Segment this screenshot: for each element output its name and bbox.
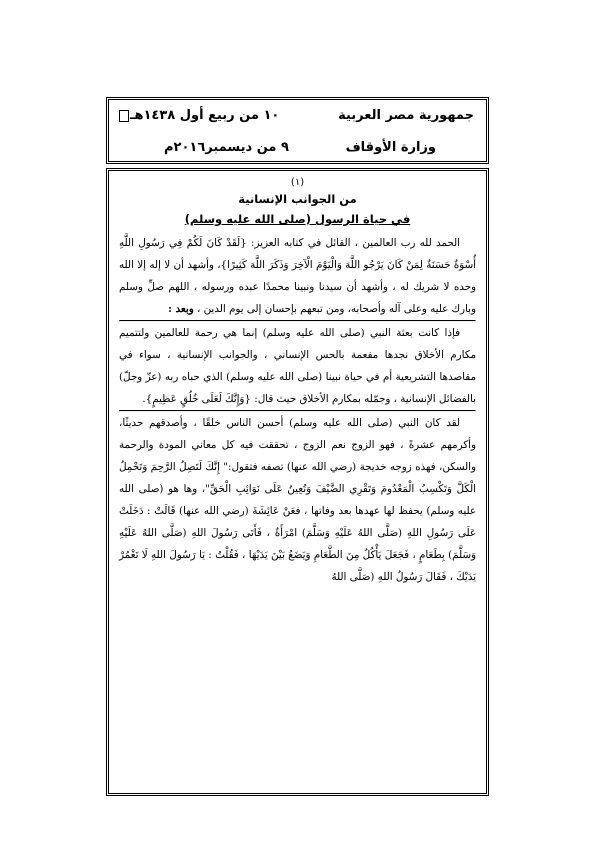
paragraph-intro-text: الحمد لله رب العالمين ، القائل في كتابه العزيز: {لَقَدْ كَانَ لَكُمْ فِي رَسُولِ اللَّهِ أُسْوَةٌ حَسَنَةٌ لِمَنْ كَانَ يَرْجُو اللَّهَ وَالْيَوْمَ الْآخِرَ وَذَكَرَ اللَّهَ كَثِيرًا}، وأشهد أن لا إله إلا الله وحده لا شريك له ، وأشهد أن سيدنا ونبينا محمدًا عبده ورسوله ، اللهم صلِّ وسلم وبارك عليه وعلى آله وأصحابه، ومن تبعهم بإحسان إلى يوم الدين ،: [119, 237, 476, 315]
header-box: [106, 97, 489, 164]
paragraph-character: لقد كان النبي (صلى الله عليه وسلم) أحسن الناس خلقًا ، وأصدقهم حديثًا، وأكرمهم عشرةً ، فهو الزوج نعم الزوج ، تحققت فيه كل معاني المودة والرحمة والسكن، فهذه زوجه خديجة (رضي الله عنها) تصفه فتقول:" إِنَّكَ لَتَصِلُ الرَّحِمَ وَتَحْمِلُ الْكَلَّ وَتَكْسِبُ الْمَعْدُومَ وَتَقْرِي الضَّيْفَ وَتُعِينُ عَلَى نَوَائِبِ الْحَقِّ"، وها هو (صلى الله عليه وسلم) يحفظ لها عهدها بعد وفاتها ، فعَنْ عَائِشَةَ (رضي الله عنها) قَالَتْ : دَخَلَتْ عَلَى رَسُولِ اللهِ (صَلَّى اللهُ عَلَيْهِ وَسَلَّمَ) امْرَأَةٌ ، فَأَتَى رَسُولَ اللهِ (صَلَّى اللهُ عَلَيْهِ وَسَلَّمَ) بِطَعَامٍ ، فَجَعَلَ يَأْكُلُ مِنَ الطَّعَامِ وَيَضَعُ بَيْنَ يَدَيْهَا ، فَقُلْتُ : يَا رَسُولَ اللهِ لَا تَغْمُرْ يَدَيْكَ ، فَقَالَ رَسُولُ اللهِ (صَلَّى اللهُ: [119, 417, 476, 583]
page-number: (١): [290, 177, 305, 188]
hijri-date-text: ١٠ من ربيع أول ١٤٣٨هـ: [130, 108, 280, 123]
box-glyph-icon: [119, 110, 129, 122]
content-box: [106, 168, 489, 796]
paragraph-intro: [119, 232, 476, 320]
gregorian-date: ٩ من ديسمبر٢٠١٦م: [164, 140, 289, 155]
ministry-name: وزارة الأوقاف: [345, 140, 436, 155]
republic-name: جمهورية مصر العربية: [338, 108, 474, 123]
document-subtitle: في حياة الرسول (صلى الله عليه وسلم): [184, 212, 411, 226]
hijri-date: [119, 108, 279, 123]
document-title: من الجوانب الإنسانية: [238, 192, 357, 206]
wa-baad-word: وبعد :: [168, 303, 194, 315]
paragraph-mission: فإذا كانت بعثة النبي (صلى الله عليه وسلم) إنما هي رحمة للعالمين ولتتميم مكارم الأخلاق نجدها مفعمة بالحس الإنساني ، والجوانب الإنسانية ، سواء في مقاصدها التشريعية أم في حياة نبينا (صلى الله عليه وسلم) الذي حباه ربه (عزّ وجلّ) بالفضائل الإنسانية ، وجمّله بمكارم الأخلاق حيث قال: {وَإِنَّكَ لَعَلَى خُلُقٍ عَظِيمٍ}.: [119, 327, 476, 405]
content-inner: [109, 171, 486, 588]
